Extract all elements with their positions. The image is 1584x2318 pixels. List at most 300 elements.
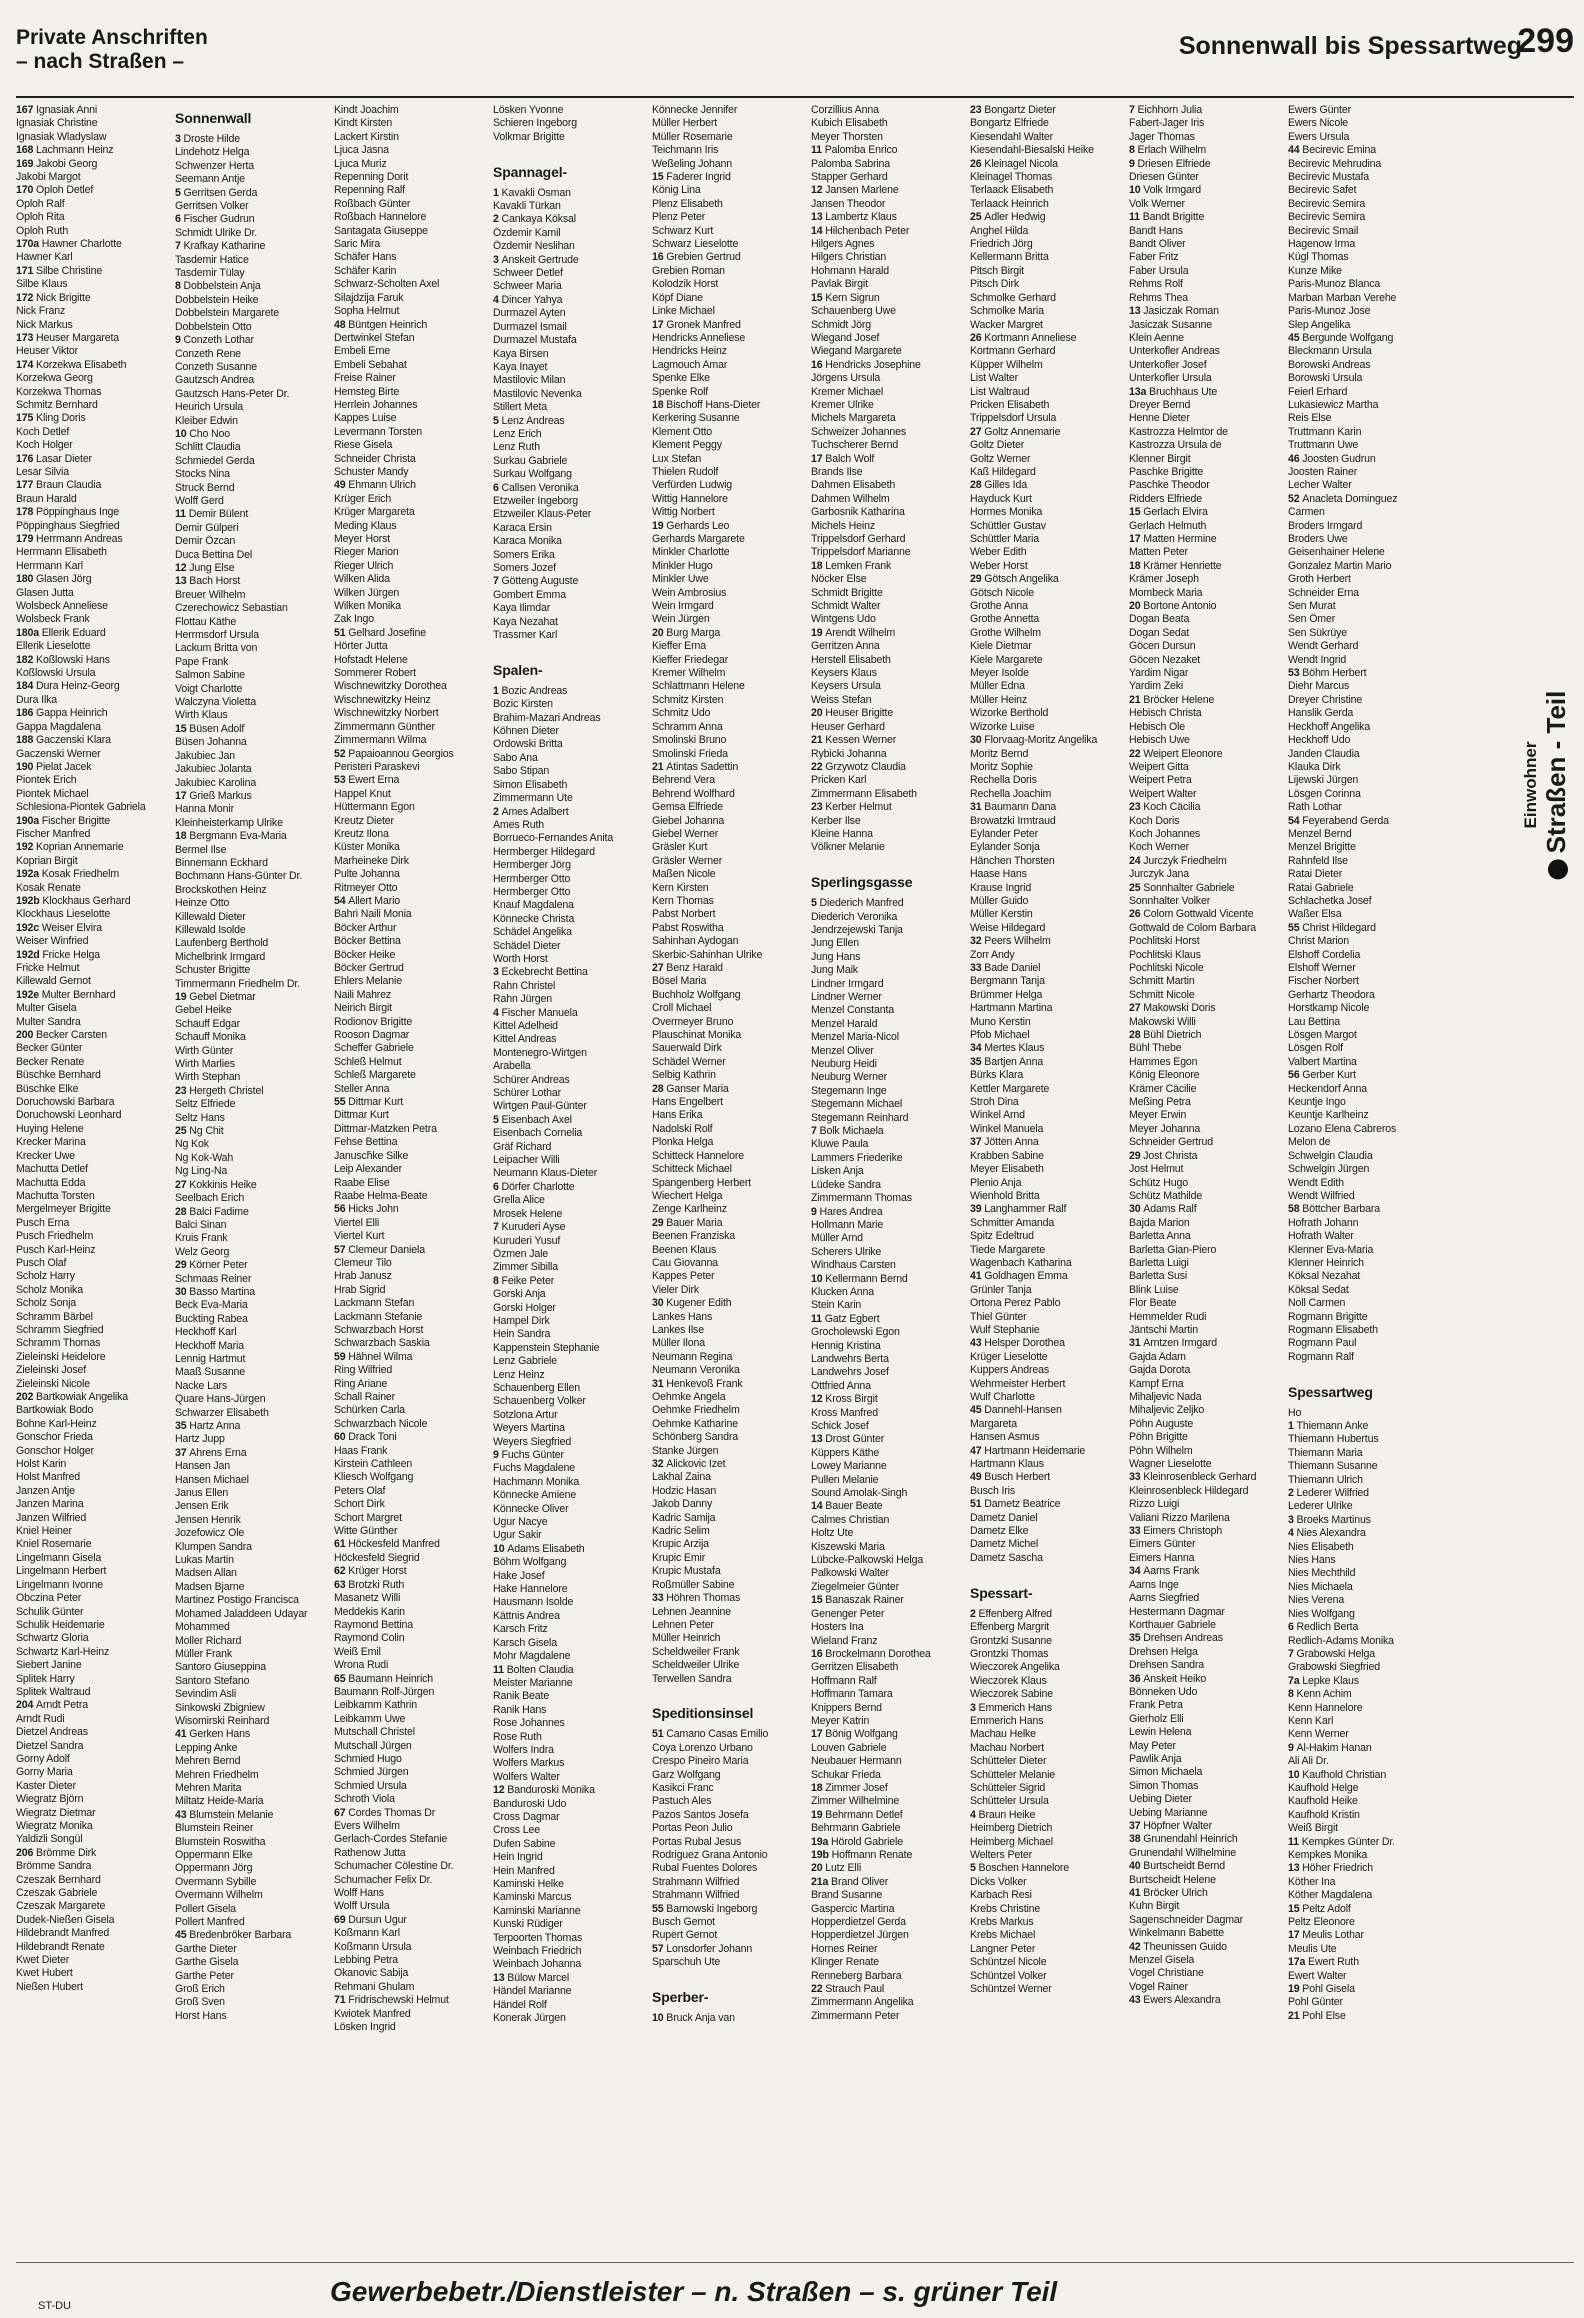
house-number: 19 [1288,1983,1303,1996]
house-number: 15 [1288,1902,1303,1915]
resident-entry: Wulf Stephanie [970,1323,1040,1336]
resident-entry: 18 Bergmann Eva-Maria [175,830,287,843]
resident-entry: 20 Lutz Elli [811,1862,862,1875]
resident-entry: Rose Johannes [493,1717,565,1730]
resident-entry: 27 Makowski Doris [1129,1002,1216,1015]
house-number: 21 [652,760,667,773]
resident-entry: Timmermann Friedhelm Dr. [175,977,300,990]
resident-entry: Becirevic Mustafa [1288,171,1370,184]
resident-entry: Hendricks Anneliese [652,331,746,344]
resident-entry: Hansen Asmus [970,1431,1040,1444]
resident-entry: Wischnewitzky Heinz [334,693,431,706]
resident-entry: Ewers Ursula [1288,130,1350,143]
resident-entry: Lederer Ulrike [1288,1500,1353,1513]
resident-entry: Frank Petra [1129,1699,1183,1712]
resident-entry: Gebel Heike [175,1004,232,1017]
resident-entry: Stocks Nina [175,468,230,481]
resident-entry: 190a Fischer Brigitte [16,814,111,827]
resident-entry: Kadric Samija [652,1511,716,1524]
resident-entry: Behrend Vera [652,774,715,787]
resident-entry: Ridders Elfriede [1129,492,1202,505]
house-number: 13 [493,1971,508,1984]
resident-entry: Pusch Friedhelm [16,1230,94,1243]
resident-entry: 27 Kokkinis Heike [175,1178,257,1191]
listing-column [334,104,491,2144]
resident-entry: Sauerwald Dirk [652,1042,722,1055]
resident-entry: Lösken Yvonne [493,104,564,116]
resident-entry: 49 Busch Herbert [970,1471,1051,1484]
house-number: 29 [652,1216,667,1229]
house-number: 3 [175,133,184,145]
house-number: 25 [1129,881,1144,894]
resident-entry: 56 Gerber Kurt [1288,1069,1356,1082]
listing-column [970,104,1127,2144]
resident-entry: Dietzel Sandra [16,1739,84,1752]
resident-entry: Lingelmann Gisela [16,1551,102,1564]
resident-entry: 21 Pohl Else [1288,2009,1346,2022]
resident-entry: Holst Karin [16,1458,67,1471]
resident-entry: Czerechowicz Sebastian [175,602,288,615]
resident-entry: Neumann Regina [652,1350,733,1363]
resident-entry: Lüdeke Sandra [811,1178,881,1191]
street-heading: Sperlingsgasse [811,874,913,891]
resident-entry: Schmidt Ulrike Dr. [175,226,258,239]
house-number: 184 [16,680,37,693]
resident-entry: Kindt Joachim [334,104,399,116]
resident-entry: 167 Ignasiak Anni [16,104,98,116]
house-number: 8 [493,1274,502,1287]
resident-entry [493,144,650,157]
resident-entry: Rogmann Ralf [1288,1350,1354,1363]
house-number: 33 [1129,1471,1144,1484]
resident-entry: Durmazel Ayten [493,307,566,320]
resident-entry: Splitek Waltraud [16,1685,91,1698]
resident-entry: Friedrich Jörg [970,238,1033,251]
resident-entry: Wilken Jürgen [334,586,400,599]
resident-entry: Unterkofler Josef [1129,358,1207,371]
resident-entry: Menzel Gisela [1129,1954,1195,1967]
resident-entry: Jendrzejewski Tanja [811,923,903,936]
resident-entry: Kremer Ulrike [811,398,874,411]
resident-entry: 200 Becker Carsten [16,1029,107,1042]
resident-entry: Sound Amolak-Singh [811,1487,908,1500]
house-number: 9 [493,1449,502,1461]
resident-entry: Wizorke Luise [970,720,1035,733]
resident-entry: Jensen Erik [175,1500,229,1513]
resident-entry: 7 Grabowski Helga [1288,1647,1375,1660]
resident-entry: Multer Sandra [16,1015,81,1028]
house-number: 29 [970,573,985,586]
resident-entry: 12 Kross Birgit [811,1393,878,1406]
resident-entry: 34 Mertes Klaus [970,1042,1045,1055]
resident-entry: Joosten Rainer [1288,465,1358,478]
resident-entry: Weyers Siegfried [493,1435,572,1448]
house-number: 35 [1129,1632,1144,1645]
resident-entry: Hebisch Uwe [1129,734,1190,747]
resident-entry: 11 Demir Bülent [175,508,249,521]
resident-entry: Schädel Werner [652,1055,726,1068]
resident-entry: 178 Pöppinghaus Inge [16,506,120,519]
resident-entry: Volkmar Brigitte [493,130,565,143]
resident-entry: Weber Horst [970,559,1028,572]
resident-entry: Groß Sven [175,1996,225,2009]
resident-entry: Kastrozza Ursula de [1129,439,1222,452]
resident-entry: Schmied Ursula [334,1779,407,1792]
resident-entry: Kittel Adelheid [493,1020,558,1032]
resident-entry: Könnecke Oliver [493,1502,569,1515]
resident-entry: Schwarzbach Saskia [334,1337,430,1350]
resident-entry: Vogel Christiane [1129,1967,1204,1980]
resident-entry: Marheineke Dirk [334,854,409,867]
resident-entry: 188 Gaczenski Klara [16,734,111,747]
house-number: 31 [1129,1337,1144,1350]
resident-entry: Mehren Bernd [175,1755,241,1768]
resident-entry: Repenning Dorit [334,171,409,184]
side-label-top: Einwohner [1521,741,1540,829]
house-number: 19 [652,519,667,532]
resident-entry: Mohr Magdalene [493,1650,571,1663]
resident-entry: Heuser Gerhard [811,720,885,733]
house-number: 51 [970,1498,985,1511]
resident-entry: Rodriguez Grana Antonio [652,1849,768,1861]
resident-entry: Lukas Martin [175,1554,234,1567]
resident-entry: Duca Bettina Del [175,548,253,561]
resident-entry: Neuburg Werner [811,1071,888,1084]
house-number: 10 [175,427,190,440]
house-number: 14 [811,224,826,237]
resident-entry: 1 Kavakli Osman [493,186,571,199]
resident-entry: Hermberger Otto [493,885,571,898]
resident-entry: 7 Bolk Michaela [811,1125,884,1138]
resident-entry: Schmied Hugo [334,1752,402,1765]
resident-entry: Fischer Norbert [1288,975,1359,988]
resident-entry: Machutta Edda [16,1176,86,1189]
resident-entry: 5 Eisenbach Axel [493,1113,572,1126]
resident-entry: Sotzlona Artur [493,1408,558,1421]
resident-entry: Paris-Munoz Blanca [1288,278,1381,291]
house-number: 52 [334,747,349,760]
resident-entry: Roßbach Hannelore [334,211,427,224]
resident-entry: Wagenbach Katharina [970,1256,1072,1269]
house-number: 22 [1129,747,1144,760]
house-number: 21 [1129,693,1144,706]
resident-entry: Weinbach Friedrich [493,1945,582,1958]
resident-entry: Dicks Volker [970,1875,1027,1888]
resident-entry: Trippelsdorf Ursula [970,412,1057,425]
resident-entry: Nies Verena [1288,1594,1345,1607]
house-number: 41 [1129,1887,1144,1900]
resident-entry: 41 Goldhagen Emma [970,1270,1068,1283]
resident-entry: 31 Arntzen Irmgard [1129,1337,1217,1350]
house-number: 19 [175,991,190,1003]
resident-entry: 8 Erlach Wilhelm [1129,144,1207,157]
resident-entry: Hammes Egon [1129,1055,1198,1068]
resident-entry: Walczyna Violetta [175,696,257,709]
resident-entry: Kirstein Cathleen [334,1458,413,1471]
resident-entry: Göcen Nezaket [1129,653,1201,666]
resident-entry: Garbosnik Katharina [811,506,905,519]
bullet-icon [1548,859,1568,879]
resident-entry: Truttmann Karin [1288,425,1362,438]
resident-entry: Hörter Jutta [334,640,388,653]
resident-entry: Hendricks Heinz [652,345,727,358]
resident-entry: Embeli Erne [334,345,391,358]
house-number: 192 [16,841,37,854]
resident-entry: Obczina Peter [16,1592,82,1605]
resident-entry: Borowski Ursula [1288,372,1363,385]
resident-entry: Menzel Harald [811,1017,878,1030]
resident-entry: Müller Edna [970,680,1025,693]
resident-entry: Böcker Bettina [334,935,401,948]
resident-entry: Zieleinski Heidelore [16,1350,106,1363]
resident-entry: Büschke Bernhard [16,1069,101,1082]
resident-entry: Gerlach Helmuth [1129,519,1207,532]
house-number: 69 [334,1913,349,1926]
resident-entry: Hayduck Kurt [970,492,1032,505]
resident-entry: Krüger Lieselotte [970,1350,1048,1363]
resident-entry: 62 Krüger Horst [334,1565,407,1578]
resident-entry: Schort Dirk [334,1498,385,1511]
resident-entry: Stanke Jürgen [652,1444,719,1457]
resident-entry: Wrona Rudi [334,1659,389,1672]
resident-entry: Ortona Perez Pablo [970,1297,1061,1310]
resident-entry: Brands Ilse [811,465,863,478]
house-number: 7 [1129,104,1138,116]
resident-entry: Fischer Manfred [16,827,91,840]
resident-entry: Hormes Monika [970,506,1043,519]
resident-entry: Salmon Sabine [175,669,245,682]
resident-entry: 13 Bach Horst [175,575,241,588]
resident-entry: Hoffmann Tamara [811,1688,893,1701]
resident-entry: Valiani Rizzo Marilena [1129,1511,1230,1524]
resident-entry: 202 Bartkowiak Angelika [16,1391,128,1403]
house-number: 52 [1288,492,1303,505]
house-number: 51 [652,1728,667,1741]
resident-entry: Wolfers Markus [493,1757,565,1770]
resident-entry: Bandt Oliver [1129,238,1186,251]
resident-entry: Wieczorek Sabine [970,1688,1053,1701]
resident-entry: Rogmann Brigitte [1288,1310,1368,1323]
resident-entry: Grothe Annetta [970,613,1040,626]
resident-entry: Sevindim Asli [175,1688,237,1701]
resident-entry: Noll Carmen [1288,1297,1346,1310]
house-number: 13 [811,1433,826,1446]
house-number: 4 [493,293,502,306]
resident-entry: Spenke Rolf [652,385,709,398]
listing-column [175,104,332,2144]
house-number: 58 [1288,1203,1303,1216]
resident-entry: Elshoff Werner [1288,962,1356,974]
resident-entry: 18 Lemken Frank [811,559,892,572]
resident-entry: Wendt Ingrid [1288,653,1347,666]
resident-entry: Gaczenski Werner [16,747,101,760]
resident-entry: Händel Marianne [493,1985,572,1998]
house-number: 23 [811,801,826,814]
resident-entry: 192a Kosak Friedhelm [16,868,119,881]
resident-entry: Kwiotek Manfred [334,2007,411,2020]
house-number: 192c [16,921,42,934]
resident-entry: Maßen Nicole [652,868,716,881]
resident-entry: Müller Heinz [970,693,1028,706]
resident-entry: Matten Peter [1129,546,1188,559]
house-number: 55 [652,1902,667,1915]
resident-entry: Paschke Brigitte [1129,465,1204,478]
house-number: 17a [1288,1956,1309,1969]
house-number: 34 [1129,1565,1144,1578]
resident-entry: 17 Gronek Manfred [652,318,741,331]
resident-entry: 180a Ellerik Eduard [16,626,106,639]
resident-entry: Nies Hans [1288,1554,1336,1567]
resident-entry: Lösgen Margot [1288,1029,1357,1042]
resident-entry: Pochlitski Nicole [1129,962,1204,974]
house-number: 37 [1129,1820,1144,1832]
resident-entry: Lammers Friederike [811,1151,903,1164]
resident-entry: Scheldweiler Ulrike [652,1659,740,1672]
resident-entry: Zenge Karlheinz [652,1203,727,1216]
resident-entry: Meyer Isolde [970,667,1029,680]
resident-entry: Ewert Walter [1288,1969,1347,1982]
house-number: 9 [1129,157,1138,170]
resident-entry: Cross Lee [493,1824,540,1837]
house-number: 6 [493,1180,502,1193]
resident-entry: Faber Ursula [1129,264,1189,277]
resident-entry: Meddekis Karin [334,1605,405,1618]
resident-entry: Jakubiec Jolanta [175,763,252,776]
resident-entry: Slep Angelika [1288,318,1351,331]
house-number: 30 [1129,1203,1144,1216]
resident-entry: 22 Grzywotz Claudia [811,760,906,773]
resident-entry: Nacke Lars [175,1379,228,1392]
resident-entry: Wolsbeck Anneliese [16,600,108,613]
resident-entry: Hofrath Johann [1288,1216,1359,1229]
resident-entry: Klenner Heinrich [1288,1256,1364,1269]
house-number: 7 [811,1125,820,1138]
footer-divider [16,2262,1574,2263]
house-number: 6 [1288,1621,1297,1634]
resident-entry: Croll Michael [652,1002,712,1015]
resident-entry: Wein Irmgard [652,600,714,613]
resident-entry: Splitek Harry [16,1672,75,1685]
house-number: 15 [652,171,667,184]
resident-entry: 28 Ganser Maria [652,1082,729,1095]
resident-entry: Köksal Sedat [1288,1283,1349,1296]
resident-entry: Cross Dagmar [493,1810,560,1823]
resident-entry: Lindehotz Helga [175,146,250,159]
resident-entry: Könnecke Christa [493,912,575,925]
resident-entry: Brockskothen Heinz [175,883,267,896]
resident-entry: Dahmen Wilhelm [811,492,890,505]
resident-entry: Mehren Marita [175,1781,242,1794]
resident-entry: Keysers Klaus [811,667,877,680]
house-number: 7 [493,1221,502,1234]
resident-entry: Klumpen Sandra [175,1540,252,1553]
resident-entry: Meßing Petra [1129,1096,1191,1109]
resident-entry: Madsen Allan [175,1567,237,1580]
resident-entry: Rupert Gernot [652,1929,718,1942]
resident-entry: Lösgen Corinna [1288,787,1361,800]
resident-entry: Drehsen Helga [1129,1645,1198,1658]
resident-entry: 23 Koch Cäcilia [1129,801,1201,814]
resident-entry: Minkler Uwe [652,573,709,586]
resident-entry: Schauenberg Volker [493,1395,586,1408]
resident-entry: Ljuca Muriz [334,157,387,170]
house-number: 11 [811,144,825,157]
house-number: 28 [175,1205,190,1218]
resident-entry: Klenner Eva-Maria [1288,1243,1374,1256]
resident-entry: Calmes Christian [811,1513,890,1526]
resident-entry: Gajda Adam [1129,1350,1186,1363]
resident-entry: Fabert-Jager Iris [1129,117,1205,130]
house-number: 10 [1129,184,1144,197]
house-number: 192d [16,948,43,961]
resident-entry: Carmen [1288,506,1325,519]
resident-entry: Nies Wolfgang [1288,1607,1355,1620]
resident-entry: 26 Kortmann Anneliese [970,331,1077,344]
resident-entry: Grocholewski Egon [811,1326,900,1339]
resident-entry: Schürken Carla [334,1404,405,1417]
resident-entry: Ratai Gabriele [1288,881,1354,894]
resident-entry: Roßmüller Sabine [652,1578,735,1591]
resident-entry: 26 Kleinagel Nicola [970,157,1058,170]
resident-entry: Conzeth Susanne [175,360,257,373]
resident-entry: Piontek Erich [16,774,77,787]
house-number: 6 [175,213,184,226]
house-number: 192b [16,894,43,907]
resident-entry: Goltz Dieter [970,439,1025,452]
house-number: 190a [16,814,42,827]
resident-entry: 17 Balch Wolf [811,452,875,465]
resident-entry: Hüttermann Egon [334,801,415,814]
resident-entry: Wolsbeck Frank [16,613,90,626]
resident-entry: Meyer Katrin [811,1714,870,1727]
resident-entry: Hanna Monir [175,803,235,816]
resident-entry: Koßlowski Ursula [16,667,96,680]
resident-entry: Thiemann Maria [1288,1446,1363,1459]
resident-entry: Somers Erika [493,548,555,561]
resident-entry: 19 Behrmann Detlef [811,1808,903,1821]
resident-entry: 13 Jasiczak Roman [1129,305,1219,318]
resident-entry: Machutta Detlef [16,1163,88,1176]
resident-entry: Krüger Erich [334,492,392,505]
resident-entry: Jakob Danny [652,1498,713,1511]
resident-entry: 5 Boschen Hannelore [970,1862,1070,1875]
house-number: 173 [16,331,37,344]
street-heading: Spannagel- [493,163,567,180]
resident-entry: Levermann Torsten [334,425,422,438]
resident-entry: Menzel Oliver [811,1044,874,1057]
resident-entry: Schüttler Gustav [970,519,1046,532]
house-number: 176 [16,452,37,465]
resident-entry: Schramm Bärbel [16,1310,93,1323]
resident-entry: Pawlik Anja [1129,1752,1182,1765]
resident-entry: Böcker Arthur [334,921,397,934]
resident-entry: Lebbing Petra [334,1954,399,1967]
resident-entry: Weipert Petra [1129,774,1192,787]
resident-entry: Dittmar Kurt [334,1109,389,1122]
resident-entry: Crespo Pineiro Maria [652,1755,749,1768]
resident-entry: Bühl Thebe [1129,1042,1182,1055]
resident-entry: Czeszak Gabriele [16,1887,98,1900]
resident-entry: Kaya Inayet [493,360,548,373]
resident-entry: Lozano Elena Cabreros [1288,1122,1397,1135]
house-number: 46 [1288,452,1303,465]
resident-entry: Jager Thomas [1129,130,1195,143]
resident-entry: Klinger Renate [811,1956,879,1969]
resident-entry: Schwarz-Scholten Axel [334,278,440,291]
resident-entry: Tasdemir Tülay [175,267,245,280]
resident-entry: Gombert Emma [493,588,566,601]
resident-entry: Zimmer Sibilla [493,1261,559,1274]
